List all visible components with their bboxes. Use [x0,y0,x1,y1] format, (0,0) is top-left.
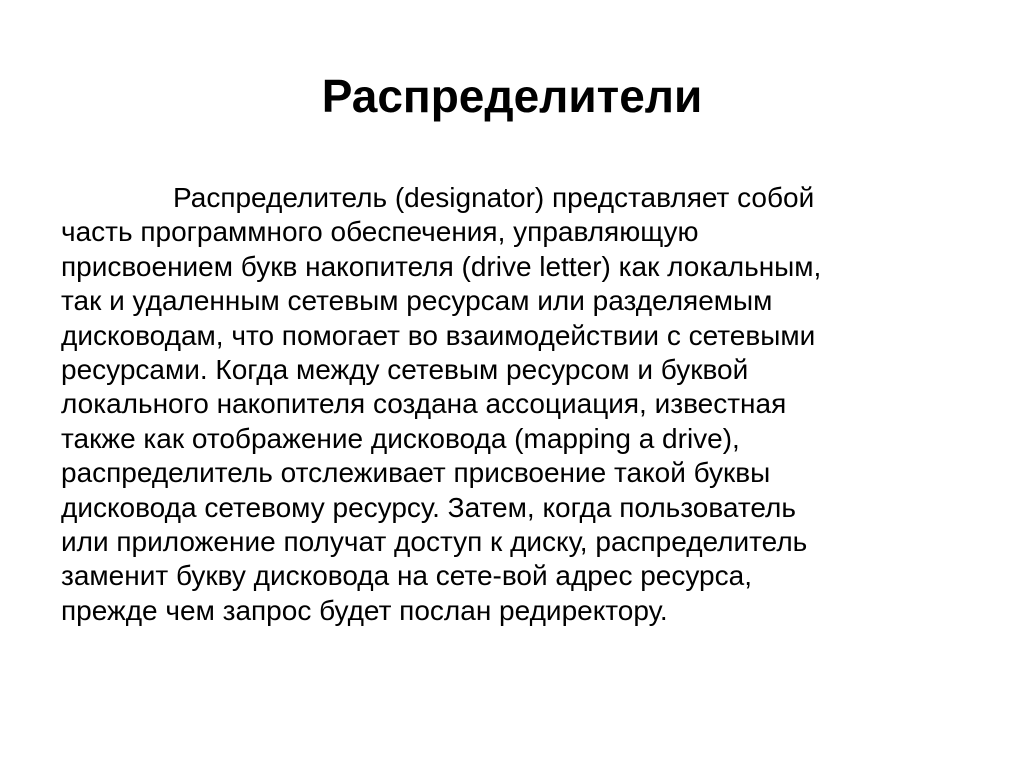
paragraph-line: распределитель отслеживает присвоение такой буквы [61,457,771,489]
slide-body-paragraph [61,181,966,628]
paragraph-line: Распределитель (designator) представляет собой [173,182,815,213]
paragraph-line: или приложение получат доступ к диску, распределитель [61,526,808,558]
paragraph-line: часть программного обеспечения, управляющую [61,216,699,248]
paragraph-line: прежде чем запрос будет послан редиректору. [61,594,668,626]
paragraph-line: ресурсами. Когда между сетевым ресурсом и буквой [61,354,749,386]
paragraph-line: дисковода сетевому ресурсу. Затем, когда пользователь [61,491,796,523]
paragraph-line: присвоением букв накопителя (drive letter) как локальным, [61,250,822,282]
paragraph-line: дисководам, что помогает во взаимодействии с сетевыми [61,319,816,351]
paragraph-line: так и удаленным сетевым ресурсам или разделяемым [61,285,773,317]
slide-title: Распределители [321,70,703,122]
paragraph-line: заменит букву дисковода на сете-вой адрес ресурса, [61,560,752,592]
paragraph-line: также как отображение дисковода (mapping a drive), [61,422,740,454]
paragraph-line: локального накопителя создана ассоциация, известная [61,388,787,420]
